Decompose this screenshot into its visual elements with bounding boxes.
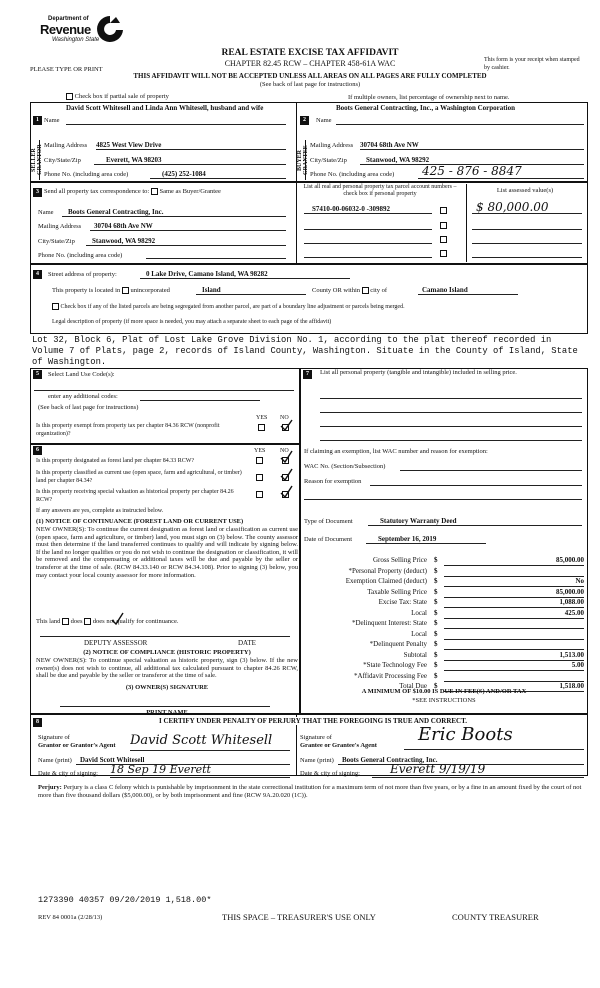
assessed-header: List assessed value(s) (496, 187, 554, 194)
seller-name-label: Name (44, 117, 60, 124)
this-land-row (36, 618, 179, 625)
land-does-not-label: does not qualify for continuance. (92, 618, 179, 625)
parcel-2-personal-checkbox[interactable] (440, 222, 447, 229)
land-does-checkbox[interactable] (62, 618, 69, 625)
fee-row (312, 640, 587, 650)
sec5-no: NO (280, 415, 289, 421)
grantor-name-label: Name (print) (38, 757, 72, 764)
this-land-label: This land (36, 618, 61, 625)
section-5-number: 5 (33, 370, 42, 379)
fee-value: 425.00 (444, 609, 584, 619)
logo-dept: Department of (48, 16, 89, 22)
fee-dollar-sign: $ (434, 556, 438, 564)
grantee-sig-label-2: Grantee or Grantee's Agent (300, 742, 377, 749)
fee-label: *State Technology Fee (363, 661, 427, 669)
logo-mark-icon (94, 14, 126, 44)
corr-phone-value (146, 251, 286, 259)
fee-row (312, 672, 587, 682)
segregated-row (52, 303, 582, 310)
notice1-body: NEW OWNER(S): To continue the current designation as forest land or classification as current use (open space, farm and agriculture, or timber) land, you must sign on (3) below. The county assessor must then determine if the land transferred continues to qualify and will indicate by signing below. If the land no longer qualifies or you do not wish to continue the designation or classification, it will be removed and the compensating or additional taxes will be due and payable by the seller or transferor at the time of sale. (RCW 84.33.140 or RCW 84.34.108). Prior to signing (3) below, you may contact your local county assessor for more information. (36, 526, 298, 579)
fee-dollar-sign: $ (434, 619, 438, 627)
fee-dollar-sign: $ (434, 577, 438, 585)
fee-value (444, 630, 584, 640)
fee-row (312, 567, 587, 577)
buyer-city-label: City/State/Zip (310, 157, 347, 164)
treasurer-use: THIS SPACE – TREASURER'S USE ONLY (222, 912, 376, 922)
street-value: 0 Lake Drive, Camano Island, WA 98282 (140, 270, 350, 279)
parcel-3-personal-checkbox[interactable] (440, 236, 447, 243)
historical-question: Is this property receiving special valuation as historical property per chapter 84.26 RCW? (36, 489, 234, 503)
fee-value: 85,000.00 (444, 556, 584, 566)
form-title: REAL ESTATE EXCISE TAX AFFIDAVIT (221, 48, 399, 58)
section-7-number: 7 (303, 370, 312, 379)
exemption-label: If claiming an exemption, list WAC number and reason for exemption: (304, 448, 488, 455)
form-subtitle: CHAPTER 82.45 RCW – CHAPTER 458-61A WAC (224, 59, 396, 68)
fee-label: *Delinquent Interest: State (351, 619, 427, 627)
current-use-yes-checkbox[interactable] (256, 474, 263, 481)
section-8-number: 8 (33, 718, 42, 727)
forest-yes-checkbox[interactable] (256, 457, 263, 464)
grantor-sig-label-2: Grantor or Grantor's Agent (38, 742, 116, 749)
multiple-owners-note: If multiple owners, list percentage of ownership next to name. (348, 94, 510, 101)
fee-dollar-sign: $ (434, 587, 438, 596)
forest-no-check-icon (279, 450, 293, 464)
buyer-side-label: BUYER GRANTEE (297, 140, 306, 180)
notice2-title: (2) NOTICE OF COMPLIANCE (HISTORIC PROPERTY) (83, 649, 251, 656)
seller-phone-label: Phone No. (including area code) (44, 171, 129, 178)
historical-no-check-icon (279, 485, 293, 499)
perjury-text: Perjury is a class C felony which is punishable by imprisonment in the state correctional institution for a maximum term of not more than five years, or by a fine in an amount fixed by the court of not more than five thousand dollars ($5,000.00), or by both imprisonment and fine (RCW 9A.20.020 (1C)). (38, 784, 582, 799)
fee-value: 1,088.00 (444, 598, 584, 608)
see-instructions: *SEE INSTRUCTIONS (412, 697, 476, 704)
buyer-phone-value: 425 - 876 - 8847 (418, 164, 584, 179)
fee-label: Excise Tax: State (378, 598, 427, 606)
fee-value (444, 640, 584, 650)
land-does-not-check-icon (110, 612, 124, 626)
fee-dollar-sign: $ (434, 682, 438, 690)
receipt-note: This form is your receipt when stamped by cashier. (484, 57, 580, 71)
street-label: Street address of property: (48, 271, 117, 278)
fee-dollar-sign: $ (434, 629, 438, 638)
partial-sale-checkbox[interactable] (66, 93, 73, 100)
located-county-value: Island (196, 286, 306, 295)
wac-label: WAC No. (Section/Subsection) (304, 463, 386, 470)
section-2-number: 2 (300, 116, 309, 125)
exempt-no-check-icon (279, 419, 293, 431)
grantee-date-label: Date & city of signing: (300, 770, 360, 777)
grantor-date-value: 18 Sep 19 Everett (110, 763, 290, 778)
fee-label: Local (411, 629, 427, 638)
grantee-sig-label-1: Signature of (300, 734, 332, 741)
partial-sale-label: Check box if partial sale of property (74, 93, 169, 100)
located-row (52, 287, 170, 294)
fee-row (312, 556, 587, 566)
fee-dollar-sign: $ (434, 671, 438, 680)
fee-dollar-sign: $ (434, 640, 438, 648)
fee-label: Gross Selling Price (372, 556, 427, 564)
assessed-value: $ 80,000.00 (472, 200, 582, 214)
doc-date-label: Date of Document (304, 536, 353, 543)
logo-revenue: Revenue (40, 22, 91, 37)
seller-side-label: SELLER GRANTOR (31, 140, 40, 180)
fee-row (312, 630, 587, 640)
seller-phone-value: (425) 252-1084 (150, 170, 286, 179)
seller-city-value: Everett, WA 98203 (94, 156, 286, 165)
reason-label: Reason for exemption (304, 478, 362, 485)
current-use-no-check-icon (279, 468, 293, 482)
legal-description: Lot 32, Block 6, Plat of Lost Lake Grove Division No. 1, according to the plat thereof recorded in Volume 7 of Plats, page 2, records of Island County, Washington. Situate in the County of Island, State of Washington. (32, 335, 578, 367)
county-or-row (312, 287, 387, 294)
fee-label: Subtotal (403, 650, 427, 659)
land-use-label: Select Land Use Code(s): (48, 371, 115, 378)
perjury-label: Perjury: (38, 784, 62, 791)
grantee-name-label: Name (print) (300, 757, 334, 764)
fee-label: Total Due (399, 682, 427, 690)
current-use-question: Is this property classified as current use (open space, farm and agricultural, or timber) land per chapter 84.34? (36, 470, 242, 484)
fee-label: Exemption Claimed (deduct) (345, 577, 427, 585)
county-or-label: County OR within (312, 287, 361, 294)
additional-codes-label: enter any additional codes: (48, 393, 118, 400)
fee-value: No (444, 577, 584, 587)
legal-label: Legal description of property (if more space is needed, you may attach a separate sheet to each page of the affidavit) (52, 319, 332, 325)
fee-value: 1,518.00 (444, 682, 584, 692)
parcel-4-personal-checkbox[interactable] (440, 250, 447, 257)
fee-value (444, 619, 584, 629)
buyer-name-value: Boots General Contracting, Inc., a Washington Corporation (336, 104, 515, 112)
rev-number: REV 84 0001a (2/28/13) (38, 914, 103, 921)
fee-label: *Personal Property (deduct) (348, 566, 427, 575)
treasurer-stamp: 1273390 40357 09/20/2019 1,518.00* (38, 895, 212, 905)
sec6-no: NO (280, 448, 289, 454)
corr-city-label: City/State/Zip (38, 238, 75, 245)
unincorporated-label: unincorporated (130, 287, 170, 294)
city-of-label: city of (370, 287, 388, 294)
same-as-buyer-checkbox[interactable] (151, 188, 158, 195)
fee-label: Local (411, 608, 427, 617)
partial-sale-row (66, 93, 169, 100)
dor-logo (36, 14, 136, 54)
date-label: DATE (238, 639, 256, 647)
section-3-number: 3 (33, 188, 42, 197)
corr-mailing-value: 30704 68th Ave NW (90, 222, 286, 231)
grantor-name-value: David Scott Whitesell (76, 756, 290, 765)
please-type: PLEASE TYPE OR PRINT (30, 66, 103, 73)
section-6-number: 6 (33, 446, 42, 455)
notice2-body: NEW OWNER(S): To continue special valuation as historic property, sign (3) below. If the new owner(s) does not wish to continue, all additional tax calculated pursuant to chapter 84.26 RCW, shall be due and payable by the seller or transferor at the time of sale. (36, 657, 298, 680)
seller-mailing-label: Mailing Address (44, 142, 88, 149)
fee-dollar-sign: $ (434, 661, 438, 669)
grantee-date-value: Everett 9/19/19 (372, 762, 584, 778)
minimum-note: A MINIMUM OF $10.00 IS DUE IN FEE(S) AND/OR TAX (361, 688, 527, 695)
doc-type-label: Type of Document (304, 518, 353, 525)
grantor-sig-label-1: Signature of (38, 734, 70, 741)
land-does-label: does (70, 618, 83, 625)
section-1-number: 1 (33, 116, 42, 125)
located-label: This property is located in (52, 287, 121, 294)
fee-row (312, 598, 587, 608)
fee-value: 85,000.00 (444, 588, 584, 598)
fee-dollar-sign: $ (434, 650, 438, 659)
same-as-buyer-label: Same as Buyer/Grantee (159, 188, 221, 195)
fee-dollar-sign: $ (434, 598, 438, 606)
send-correspondence-row (44, 188, 221, 195)
grantor-date-label: Date & city of signing: (38, 770, 98, 777)
seller-mailing-value: 4825 West View Drive (96, 141, 286, 150)
fee-value: 5.00 (444, 661, 584, 671)
owner-signature-label: (3) OWNER(S) SIGNATURE (125, 684, 209, 691)
fee-value: 1,513.00 (444, 651, 584, 661)
fee-dollar-sign: $ (434, 608, 438, 617)
doc-date-value: September 16, 2019 (366, 535, 486, 544)
historical-yes-checkbox[interactable] (256, 491, 263, 498)
corr-mailing-label: Mailing Address (38, 223, 82, 230)
doc-type-value: Statutory Warranty Deed (368, 517, 582, 526)
parcel-number-value: S7410-00-06032-0 -309892 (304, 205, 432, 214)
fee-value (444, 567, 584, 577)
city-value: Camano Island (418, 286, 518, 295)
buyer-city-value: Stanwood, WA 98292 (360, 156, 584, 165)
parcel-1-personal-checkbox[interactable] (440, 207, 447, 214)
deputy-assessor-label: DEPUTY ASSESSOR (84, 639, 148, 647)
fee-label: *Delinquent Penalty (369, 640, 427, 648)
seller-city-label: City/State/Zip (44, 157, 81, 164)
exempt-yes-checkbox[interactable] (258, 424, 265, 431)
grantee-name-value: Boots General Contracting, Inc. (338, 756, 584, 765)
fee-label: Taxable Selling Price (367, 587, 427, 596)
logo-state: Washington State (52, 37, 100, 43)
fee-row (312, 619, 587, 629)
county-treasurer: COUNTY TREASURER (452, 912, 539, 922)
fee-value (444, 672, 584, 682)
warning-line: THIS AFFIDAVIT WILL NOT BE ACCEPTED UNLESS ALL AREAS ON ALL PAGES ARE FULLY COMPLETED (133, 72, 487, 80)
grantee-signature: Eric Boots (404, 724, 584, 750)
sec6-yes: YES (254, 448, 266, 454)
buyer-mailing-value: 30704 68th Ave NW (360, 141, 584, 150)
buyer-mailing-label: Mailing Address (310, 142, 354, 149)
see-back-sec5: (See back of last page for instructions) (38, 404, 139, 411)
fee-row (312, 588, 587, 598)
city-of-checkbox[interactable] (362, 287, 369, 294)
buyer-name-label: Name (316, 117, 332, 124)
segregated-label: Check box if any of the listed parcels are being segregated from another parcel, are part of a boundary line adjustment or parcels being merged. (60, 303, 405, 310)
land-does-not-checkbox[interactable] (84, 618, 91, 625)
notice1-title: (1) NOTICE OF CONTINUANCE (FOREST LAND OR CURRENT USE) (36, 518, 244, 525)
corr-name-label: Name (38, 209, 54, 216)
sec5-yes: YES (256, 415, 268, 421)
corr-city-value: Stanwood, WA 98292 (86, 237, 286, 246)
grantor-signature: David Scott Whitesell (130, 733, 290, 751)
buyer-phone-label: Phone No. (including area code) (310, 171, 395, 178)
fee-row (312, 651, 587, 661)
segregated-checkbox[interactable] (52, 303, 59, 310)
fee-row (312, 661, 587, 671)
seller-name-value: David Scott Whitesell and Linda Ann Whitesell, husband and wife (66, 104, 264, 112)
perjury-statement (38, 784, 586, 800)
exempt-question: Is this property exempt from property tax per chapter 84.36 RCW (nonprofit organization)? (36, 423, 220, 437)
personal-property-label: List all personal property (tangible and intangible) included in selling price. (320, 369, 517, 376)
parcel-header: List all real and personal property tax parcel account numbers – check box if personal property (303, 184, 457, 197)
section-4-number: 4 (33, 270, 42, 279)
if-yes-note: If any answers are yes, complete as instructed below. (36, 508, 164, 514)
print-name-label: PRINT NAME (146, 709, 188, 716)
corr-name-value: Boots General Contracting, Inc. (62, 208, 286, 217)
send-correspondence-label: Send all property tax correspondence to: (44, 188, 150, 195)
corr-phone-label: Phone No. (including area code) (38, 252, 123, 259)
fee-dollar-sign: $ (434, 566, 438, 575)
see-back-line: (See back of last page for instructions) (259, 81, 361, 88)
fee-row (312, 609, 587, 619)
fee-label: *Affidavit Processing Fee (354, 671, 427, 680)
forest-question: Is this property designated as forest land per chapter 84.33 RCW? (36, 458, 195, 464)
fee-row (312, 577, 587, 587)
certify-line: I CERTIFY UNDER PENALTY OF PERJURY THAT THE FOREGOING IS TRUE AND CORRECT. (48, 717, 578, 725)
unincorporated-checkbox[interactable] (122, 287, 129, 294)
